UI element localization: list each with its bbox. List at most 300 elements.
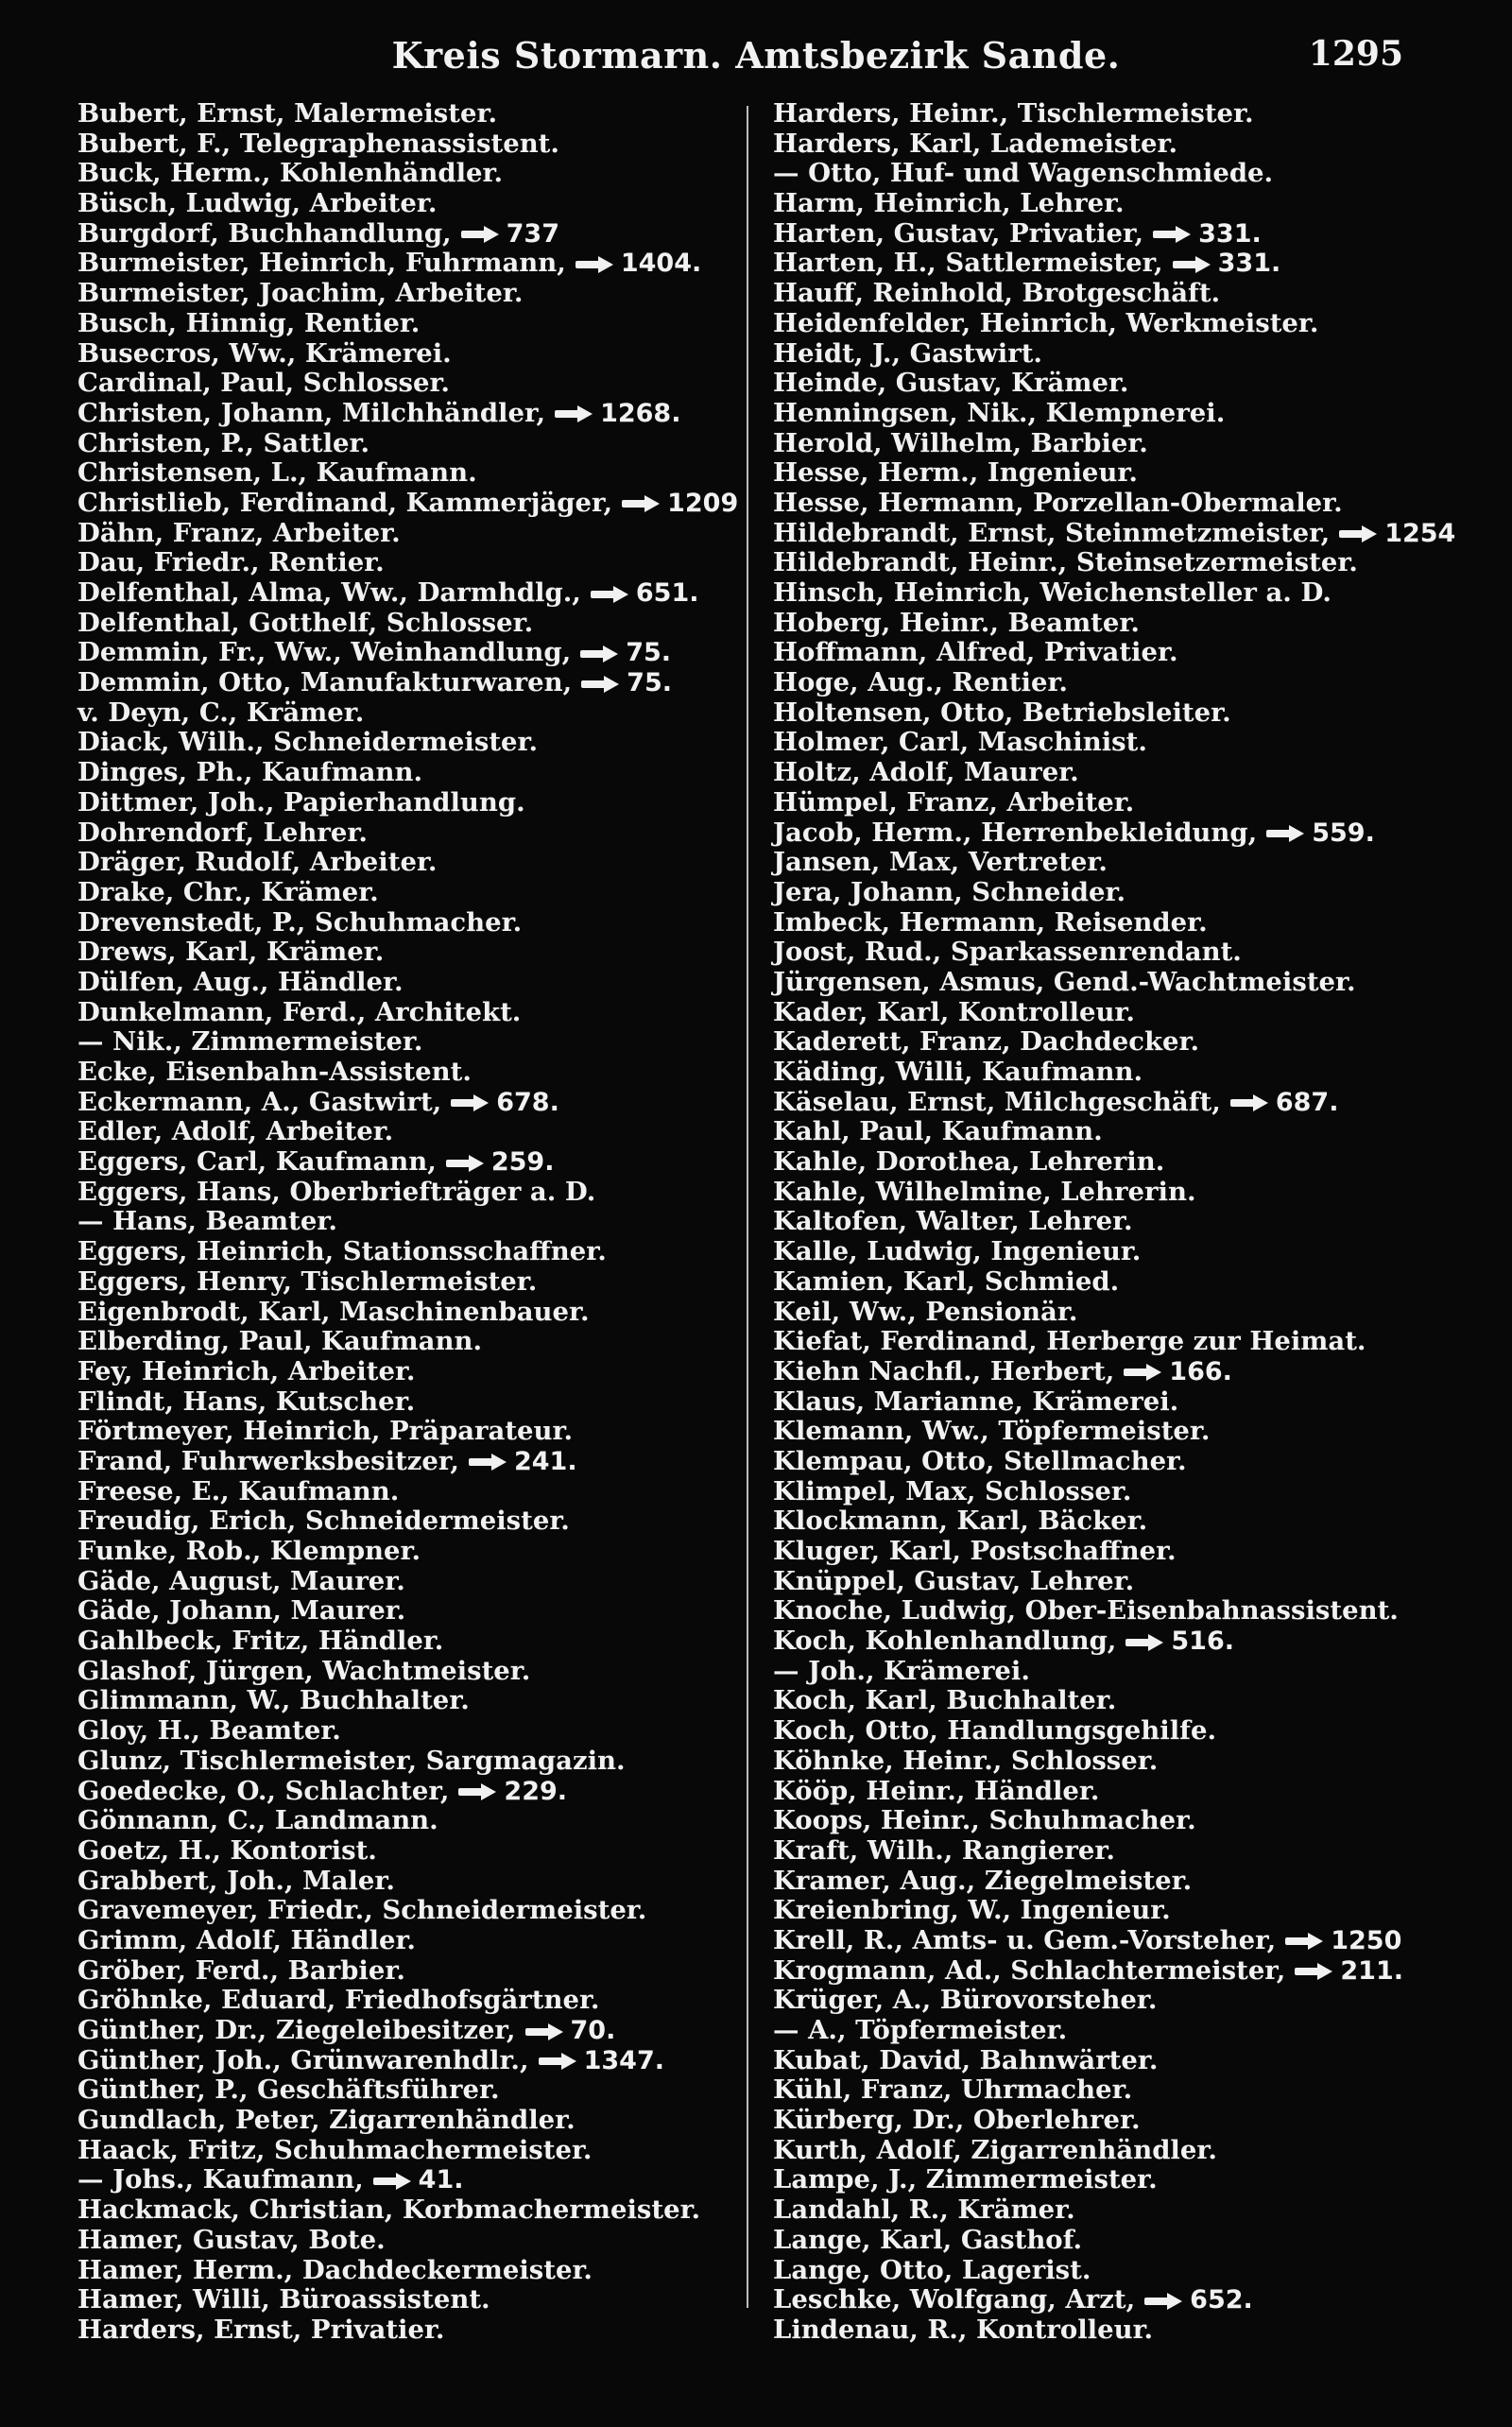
phone-number: 1268. bbox=[600, 398, 681, 428]
directory-entry bbox=[77, 1088, 739, 1118]
telephone-pointer-icon bbox=[1339, 527, 1377, 541]
directory-entry bbox=[773, 1267, 1435, 1298]
telephone-pointer-icon bbox=[576, 258, 613, 271]
phone-number: 516. bbox=[1171, 1627, 1234, 1657]
directory-entry bbox=[77, 458, 739, 489]
entry-text: Harm, Heinrich, Lehrer. bbox=[773, 188, 1125, 219]
directory-entry bbox=[77, 938, 739, 968]
entry-text: Koch, Otto, Handlungsgehilfe. bbox=[773, 1715, 1217, 1747]
directory-entry bbox=[773, 1806, 1435, 1836]
entry-text: Eggers, Heinrich, Stationsschaffner. bbox=[77, 1236, 607, 1267]
phone-number: 1347. bbox=[583, 2045, 664, 2075]
entry-text: Günther, Dr., Ziegeleibesitzer, bbox=[77, 2015, 516, 2045]
entry-text: Kader, Karl, Kontrolleur. bbox=[773, 996, 1135, 1027]
entry-text: Flindt, Hans, Kutscher. bbox=[77, 1386, 416, 1417]
directory-entry bbox=[77, 2256, 739, 2286]
phone-number: 41. bbox=[418, 2165, 464, 2195]
entry-text: Cardinal, Paul, Schlosser. bbox=[77, 368, 451, 399]
entry-text: Keil, Ww., Pensionär. bbox=[773, 1296, 1078, 1327]
directory-entry bbox=[77, 1867, 739, 1897]
directory-entry bbox=[773, 219, 1435, 250]
directory-entry bbox=[77, 2075, 739, 2106]
entry-text: Harders, Karl, Lademeister. bbox=[773, 128, 1178, 159]
entry-text: Koch, Kohlenhandlung, bbox=[773, 1626, 1117, 1657]
entry-text: Dinges, Ph., Kaufmann. bbox=[77, 757, 423, 788]
entry-text: Eckermann, A., Gastwirt, bbox=[77, 1086, 442, 1117]
entry-text: Drake, Chr., Krämer. bbox=[77, 876, 379, 907]
entry-text: Harders, Heinr., Tischlermeister. bbox=[773, 98, 1254, 129]
directory-entry bbox=[773, 638, 1435, 668]
entry-text: Günther, Joh., Grünwarenhdlr., bbox=[77, 2044, 529, 2075]
entry-text: Dülfen, Aug., Händler. bbox=[77, 966, 404, 997]
phone-number: 166. bbox=[1169, 1356, 1232, 1386]
entry-text: Kraft, Wilh., Rangierer. bbox=[773, 1834, 1115, 1866]
entry-text: Gröber, Ferd., Barbier. bbox=[77, 1954, 405, 1986]
entry-text: — Johs., Kaufmann, bbox=[77, 2164, 364, 2195]
entry-text: Hoffmann, Alfred, Privatier. bbox=[773, 637, 1178, 668]
entry-text: Dräger, Rudolf, Arbeiter. bbox=[77, 847, 438, 878]
directory-entry bbox=[77, 1567, 739, 1597]
directory-entry bbox=[77, 429, 739, 459]
entry-text: Gäde, Johann, Maurer. bbox=[77, 1595, 406, 1627]
entry-text: Dittmer, Joh., Papierhandlung. bbox=[77, 786, 525, 818]
entry-text: Hümpel, Franz, Arbeiter. bbox=[773, 786, 1135, 818]
directory-entry bbox=[773, 2106, 1435, 2136]
directory-entry bbox=[773, 998, 1435, 1028]
directory-entry bbox=[77, 159, 739, 189]
entry-text: Eggers, Henry, Tischlermeister. bbox=[77, 1265, 538, 1297]
entry-text: Krogmann, Ad., Schlachtermeister, bbox=[773, 1954, 1286, 1986]
entry-text: Holmer, Carl, Maschinist. bbox=[773, 727, 1147, 758]
telephone-pointer-icon bbox=[1173, 258, 1211, 271]
telephone-pointer-icon bbox=[461, 228, 499, 241]
directory-entry bbox=[77, 998, 739, 1028]
directory-entry bbox=[773, 1298, 1435, 1328]
phone-number: 678. bbox=[496, 1087, 559, 1117]
directory-entry bbox=[77, 1506, 739, 1537]
right-column bbox=[773, 98, 1456, 2346]
entry-text: Hesse, Herm., Ingenieur. bbox=[773, 457, 1138, 489]
entry-text: Förtmeyer, Heinrich, Präparateur. bbox=[77, 1416, 574, 1447]
page-number: 1295 bbox=[1308, 34, 1403, 74]
entry-text: Klimpel, Max, Schlosser. bbox=[773, 1475, 1132, 1506]
directory-entry bbox=[77, 309, 739, 339]
telephone-pointer-icon bbox=[555, 407, 593, 421]
entry-text: Hesse, Hermann, Porzellan-Obermaler. bbox=[773, 487, 1343, 518]
entry-text: Kaltofen, Walter, Lehrer. bbox=[773, 1206, 1133, 1237]
telephone-pointer-icon bbox=[469, 1455, 507, 1469]
directory-entry bbox=[77, 1926, 739, 1956]
entry-text: — Joh., Krämerei. bbox=[773, 1655, 1030, 1686]
directory-entry bbox=[773, 548, 1435, 578]
entry-text: Hildebrandt, Ernst, Steinmetzmeister, bbox=[773, 517, 1331, 548]
entry-text: Heidt, J., Gastwirt. bbox=[773, 337, 1042, 369]
entry-text: Gahlbeck, Fritz, Händler. bbox=[77, 1626, 444, 1657]
entry-text: Kahle, Dorothea, Lehrerin. bbox=[773, 1146, 1165, 1178]
entry-text: Elberding, Paul, Kaufmann. bbox=[77, 1326, 483, 1357]
entry-text: Kahle, Wilhelmine, Lehrerin. bbox=[773, 1176, 1196, 1207]
directory-entry bbox=[773, 1657, 1435, 1687]
entry-text: Dähn, Franz, Arbeiter. bbox=[77, 517, 401, 548]
entry-text: Funke, Rob., Klempner. bbox=[77, 1536, 421, 1566]
entry-text: Kahl, Paul, Kaufmann. bbox=[773, 1116, 1103, 1147]
telephone-pointer-icon bbox=[1125, 1636, 1163, 1649]
entry-text: Burmeister, Joachim, Arbeiter. bbox=[77, 278, 524, 309]
directory-entry bbox=[77, 2106, 739, 2136]
directory-entry bbox=[773, 1896, 1435, 1926]
directory-entry bbox=[77, 1327, 739, 1357]
directory-entry bbox=[773, 2016, 1435, 2046]
directory-entry bbox=[773, 848, 1435, 878]
directory-entry bbox=[773, 429, 1435, 459]
entry-text: Harten, Gustav, Privatier, bbox=[773, 217, 1144, 249]
left-column bbox=[77, 99, 739, 2346]
phone-number: 331. bbox=[1198, 218, 1262, 249]
entry-text: Goetz, H., Kontorist. bbox=[77, 1834, 377, 1866]
entry-text: Kühl, Franz, Uhrmacher. bbox=[773, 2074, 1133, 2106]
directory-entry bbox=[773, 1777, 1435, 1807]
directory-entry bbox=[77, 2226, 739, 2256]
directory-entry bbox=[773, 668, 1435, 698]
phone-number: 737 bbox=[506, 218, 560, 249]
directory-entry bbox=[77, 2315, 739, 2346]
entry-text: Hackmack, Christian, Korbmachermeister. bbox=[77, 2195, 701, 2226]
directory-entry bbox=[773, 818, 1435, 849]
directory-entry bbox=[773, 1686, 1435, 1716]
entry-text: Glashof, Jürgen, Wachtmeister. bbox=[77, 1655, 531, 1686]
directory-entry bbox=[77, 1716, 739, 1747]
entry-text: Christen, Johann, Milchhändler, bbox=[77, 397, 546, 428]
directory-entry bbox=[773, 458, 1435, 489]
directory-entry bbox=[773, 968, 1435, 998]
directory-entry bbox=[77, 1357, 739, 1387]
directory-entry bbox=[77, 1747, 739, 1777]
directory-entry bbox=[77, 1836, 739, 1867]
directory-entry bbox=[77, 908, 739, 938]
entry-text: Heidenfelder, Heinrich, Werkmeister. bbox=[773, 307, 1319, 338]
directory-entry bbox=[773, 1567, 1435, 1597]
entry-text: Christlieb, Ferdinand, Kammerjäger, bbox=[77, 487, 613, 518]
entry-text: Edler, Adolf, Arbeiter. bbox=[77, 1116, 394, 1147]
telephone-pointer-icon bbox=[591, 588, 628, 601]
phone-number: 259. bbox=[490, 1147, 555, 1178]
entry-text: Kalle, Ludwig, Ingenieur. bbox=[773, 1236, 1142, 1267]
directory-entry bbox=[77, 1986, 739, 2016]
directory-entry bbox=[773, 1867, 1435, 1897]
directory-entry bbox=[773, 489, 1435, 519]
directory-entry bbox=[773, 2195, 1435, 2226]
directory-entry bbox=[77, 848, 739, 878]
entry-text: Drews, Karl, Krämer. bbox=[77, 937, 385, 968]
directory-entry bbox=[77, 548, 739, 578]
entry-text: Delfenthal, Gotthelf, Schlosser. bbox=[77, 607, 534, 638]
phone-number: 652. bbox=[1190, 2285, 1253, 2315]
entry-text: Harten, H., Sattlermeister, bbox=[773, 248, 1163, 279]
directory-entry bbox=[77, 279, 739, 309]
entry-text: Krüger, A., Bürovorsteher. bbox=[773, 1985, 1158, 2016]
entry-text: — A., Töpfermeister. bbox=[773, 2015, 1068, 2045]
telephone-pointer-icon bbox=[581, 678, 619, 691]
directory-entry bbox=[773, 1596, 1435, 1627]
telephone-pointer-icon bbox=[1266, 827, 1304, 840]
phone-number: 75. bbox=[626, 638, 672, 668]
directory-entry bbox=[77, 878, 739, 908]
directory-entry bbox=[77, 1477, 739, 1507]
entry-text: Kamien, Karl, Schmied. bbox=[773, 1265, 1120, 1297]
directory-entry bbox=[77, 1237, 739, 1267]
entry-text: Lampe, J., Zimmermeister. bbox=[773, 2164, 1158, 2195]
directory-entry bbox=[77, 1806, 739, 1836]
directory-entry bbox=[77, 1298, 739, 1328]
directory-entry bbox=[77, 758, 739, 788]
entry-text: Henningsen, Nik., Klempnerei. bbox=[773, 397, 1226, 428]
entry-text: Dau, Friedr., Rentier. bbox=[77, 547, 385, 578]
entry-text: Christensen, L., Kaufmann. bbox=[77, 457, 477, 489]
directory-entry bbox=[773, 1537, 1435, 1567]
entry-text: Burgdorf, Buchhandlung, bbox=[77, 217, 452, 249]
phone-number: 1404. bbox=[620, 249, 702, 279]
entry-text: Günther, P., Geschäftsführer. bbox=[77, 2074, 500, 2106]
entry-text: Bubert, F., Telegraphenassistent. bbox=[77, 128, 559, 159]
entry-text: Lange, Karl, Gasthof. bbox=[773, 2224, 1083, 2255]
directory-entry bbox=[773, 1417, 1435, 1447]
entry-text: Imbeck, Hermann, Reisender. bbox=[773, 906, 1208, 938]
telephone-pointer-icon bbox=[1153, 228, 1191, 241]
directory-entry bbox=[773, 1956, 1435, 1987]
directory-entry bbox=[773, 2136, 1435, 2166]
directory-entry bbox=[77, 1627, 739, 1657]
directory-entry bbox=[77, 1777, 739, 1807]
telephone-pointer-icon bbox=[1285, 1935, 1323, 1948]
directory-entry bbox=[773, 1207, 1435, 1237]
directory-entry bbox=[773, 369, 1435, 399]
phone-number: 687. bbox=[1275, 1087, 1339, 1117]
entry-text: v. Deyn, C., Krämer. bbox=[77, 697, 365, 728]
telephone-pointer-icon bbox=[451, 1096, 489, 1110]
entry-text: Kaderett, Franz, Dachdecker. bbox=[773, 1026, 1200, 1058]
entry-text: Kluger, Karl, Postschaffner. bbox=[773, 1536, 1177, 1566]
directory-entry bbox=[773, 189, 1435, 219]
entry-text: Demmin, Otto, Manufakturwaren, bbox=[77, 667, 573, 698]
directory-entry bbox=[773, 2226, 1435, 2256]
directory-entry bbox=[77, 1207, 739, 1237]
directory-entry bbox=[77, 1447, 739, 1477]
entry-text: Gloy, H., Beamter. bbox=[77, 1715, 341, 1747]
directory-entry bbox=[773, 1926, 1435, 1956]
directory-entry bbox=[773, 1027, 1435, 1058]
phone-number: 1250 bbox=[1331, 1925, 1402, 1955]
entry-text: Jürgensen, Asmus, Gend.-Wachtmeister. bbox=[773, 966, 1356, 997]
directory-entry bbox=[77, 2285, 739, 2315]
entry-text: Jacob, Herm., Herrenbekleidung, bbox=[773, 817, 1258, 848]
directory-entry bbox=[77, 1387, 739, 1418]
entry-text: Holtz, Adolf, Maurer. bbox=[773, 757, 1079, 788]
entry-text: Kööp, Heinr., Händler. bbox=[773, 1775, 1100, 1806]
entry-text: Käselau, Ernst, Milchgeschäft, bbox=[773, 1086, 1221, 1117]
entry-text: Heinde, Gustav, Krämer. bbox=[773, 368, 1129, 399]
directory-entry bbox=[77, 2195, 739, 2226]
entry-text: Landahl, R., Krämer. bbox=[773, 2195, 1075, 2226]
phone-number: 1254 bbox=[1384, 518, 1456, 548]
directory-entry bbox=[773, 1627, 1435, 1657]
entry-text: Herold, Wilhelm, Barbier. bbox=[773, 427, 1148, 458]
entry-text: Frand, Fuhrwerksbesitzer, bbox=[77, 1445, 459, 1476]
entry-text: Gundlach, Peter, Zigarrenhändler. bbox=[77, 2105, 576, 2136]
entry-text: Köhnke, Heinr., Schlosser. bbox=[773, 1745, 1159, 1776]
directory-entry bbox=[77, 219, 739, 250]
entry-text: Joost, Rud., Sparkassenrendant. bbox=[773, 937, 1242, 968]
entry-text: — Nik., Zimmermeister. bbox=[77, 1026, 423, 1058]
directory-entry bbox=[773, 1506, 1435, 1537]
entry-text: Käding, Willi, Kaufmann. bbox=[773, 1057, 1143, 1087]
entry-text: Busecros, Ww., Krämerei. bbox=[77, 337, 452, 369]
phone-number: 331. bbox=[1217, 249, 1281, 279]
directory-entry bbox=[77, 369, 739, 399]
entry-text: Buck, Herm., Kohlenhändler. bbox=[77, 158, 504, 189]
entry-text: Busch, Hinnig, Rentier. bbox=[77, 307, 421, 338]
directory-entry bbox=[773, 878, 1435, 908]
directory-entry bbox=[77, 339, 739, 370]
directory-entry bbox=[77, 399, 739, 429]
entry-text: — Otto, Huf- und Wagenschmiede. bbox=[773, 158, 1274, 189]
entry-text: Kiehn Nachfl., Herbert, bbox=[773, 1355, 1115, 1386]
directory-entry bbox=[773, 788, 1435, 818]
directory-entry bbox=[77, 728, 739, 758]
entry-text: Drevenstedt, P., Schuhmacher. bbox=[77, 906, 523, 938]
directory-entry bbox=[773, 129, 1435, 160]
entry-text: Gravemeyer, Friedr., Schneidermeister. bbox=[77, 1895, 647, 1926]
directory-entry bbox=[773, 99, 1435, 129]
directory-entry bbox=[773, 1836, 1435, 1867]
directory-entry bbox=[77, 1657, 739, 1687]
directory-entry bbox=[77, 2165, 739, 2195]
directory-entry bbox=[77, 668, 739, 698]
directory-entry bbox=[77, 818, 739, 849]
entry-text: Demmin, Fr., Ww., Weinhandlung, bbox=[77, 637, 572, 668]
directory-entry bbox=[773, 908, 1435, 938]
directory-entry bbox=[77, 489, 739, 519]
telephone-pointer-icon bbox=[458, 1785, 496, 1799]
directory-entry bbox=[77, 1686, 739, 1716]
telephone-pointer-icon bbox=[1230, 1096, 1268, 1110]
directory-entry bbox=[773, 1357, 1435, 1387]
directory-entry bbox=[77, 189, 739, 219]
column-divider bbox=[747, 106, 748, 2308]
entry-text: Delfenthal, Alma, Ww., Darmhdlg., bbox=[77, 577, 581, 608]
directory-entry bbox=[773, 1716, 1435, 1747]
directory-entry bbox=[77, 1267, 739, 1298]
entry-text: Büsch, Ludwig, Arbeiter. bbox=[77, 188, 438, 219]
entry-text: Kramer, Aug., Ziegelmeister. bbox=[773, 1865, 1193, 1896]
directory-entry bbox=[77, 788, 739, 818]
entry-text: Eggers, Carl, Kaufmann, bbox=[77, 1146, 437, 1178]
entry-text: Bubert, Ernst, Malermeister. bbox=[77, 98, 498, 129]
directory-entry bbox=[773, 1327, 1435, 1357]
entry-text: Dohrendorf, Lehrer. bbox=[77, 817, 368, 848]
directory-entry bbox=[77, 698, 739, 729]
entry-text: Knüppel, Gustav, Lehrer. bbox=[773, 1565, 1135, 1596]
entry-text: Goedecke, O., Schlachter, bbox=[77, 1775, 450, 1806]
page-header bbox=[0, 34, 1512, 87]
directory-entry bbox=[77, 1896, 739, 1926]
directory-entry bbox=[77, 2016, 739, 2046]
telephone-pointer-icon bbox=[373, 2175, 411, 2188]
entry-text: Kiefat, Ferdinand, Herberge zur Heimat. bbox=[773, 1326, 1366, 1357]
directory-entry bbox=[773, 339, 1435, 370]
entry-text: Grabbert, Joh., Maler. bbox=[77, 1865, 395, 1896]
phone-number: 229. bbox=[504, 1776, 568, 1806]
directory-entry bbox=[77, 1537, 739, 1567]
directory-entry bbox=[77, 2136, 739, 2166]
entry-text: Kurth, Adolf, Zigarrenhändler. bbox=[773, 2134, 1217, 2165]
entry-text: Kreienbring, W., Ingenieur. bbox=[773, 1895, 1171, 1926]
entry-text: Klaus, Marianne, Krämerei. bbox=[773, 1386, 1179, 1417]
telephone-pointer-icon bbox=[580, 647, 618, 661]
directory-entry bbox=[77, 1117, 739, 1147]
phone-number: 75. bbox=[627, 668, 673, 698]
entry-text: Hinsch, Heinrich, Weichensteller a. D. bbox=[773, 577, 1332, 608]
directory-entry bbox=[773, 1747, 1435, 1777]
directory-entry bbox=[773, 2285, 1435, 2315]
directory-entry bbox=[77, 99, 739, 129]
directory-entry bbox=[773, 728, 1435, 758]
entry-text: — Hans, Beamter. bbox=[77, 1206, 337, 1237]
directory-entry bbox=[77, 1596, 739, 1627]
entry-text: Burmeister, Heinrich, Fuhrmann, bbox=[77, 248, 566, 279]
directory-entry bbox=[773, 309, 1435, 339]
directory-entry bbox=[773, 249, 1435, 279]
entry-text: Hamer, Willi, Büroassistent. bbox=[77, 2284, 490, 2315]
entry-text: Gäde, August, Maurer. bbox=[77, 1565, 405, 1596]
directory-entry bbox=[773, 698, 1435, 729]
entry-text: Koch, Karl, Buchhalter. bbox=[773, 1685, 1117, 1716]
phone-number: 559. bbox=[1312, 818, 1375, 848]
entry-text: Glimmann, W., Buchhalter. bbox=[77, 1685, 470, 1716]
telephone-pointer-icon bbox=[539, 2055, 576, 2068]
entry-text: Hoberg, Heinr., Beamter. bbox=[773, 607, 1140, 638]
entry-text: Leschke, Wolfgang, Arzt, bbox=[773, 2284, 1136, 2315]
directory-entry bbox=[77, 129, 739, 160]
entry-text: Eigenbrodt, Karl, Maschinenbauer. bbox=[77, 1296, 590, 1327]
entry-text: Hamer, Herm., Dachdeckermeister. bbox=[77, 2254, 593, 2285]
telephone-pointer-icon bbox=[1144, 2295, 1182, 2308]
entry-text: Gönnann, C., Landmann. bbox=[77, 1805, 438, 1836]
phone-number: 651. bbox=[635, 578, 699, 608]
entry-text: Lindenau, R., Kontrolleur. bbox=[773, 2314, 1154, 2345]
directory-entry bbox=[77, 1178, 739, 1208]
directory-entry bbox=[773, 279, 1435, 309]
directory-entry bbox=[773, 1088, 1435, 1118]
entry-text: Haack, Fritz, Schuhmachermeister. bbox=[77, 2134, 593, 2165]
entry-text: Harders, Ernst, Privatier. bbox=[77, 2314, 445, 2345]
phone-number: 70. bbox=[570, 2016, 616, 2045]
entry-text: Kubat, David, Bahnwärter. bbox=[773, 2044, 1159, 2075]
entry-text: Eggers, Hans, Oberbriefträger a. D. bbox=[77, 1176, 596, 1207]
entry-text: Gröhnke, Eduard, Friedhofsgärtner. bbox=[77, 1985, 600, 2016]
entry-text: Fey, Heinrich, Arbeiter. bbox=[77, 1355, 416, 1386]
directory-entry bbox=[77, 1417, 739, 1447]
entry-text: Kürberg, Dr., Oberlehrer. bbox=[773, 2105, 1141, 2136]
directory-entry bbox=[773, 1147, 1435, 1178]
entry-text: Hoge, Aug., Rentier. bbox=[773, 667, 1069, 698]
directory-entry bbox=[77, 2046, 739, 2076]
entry-text: Jera, Johann, Schneider. bbox=[773, 876, 1126, 907]
directory-entry bbox=[77, 638, 739, 668]
directory-entry bbox=[773, 1237, 1435, 1267]
telephone-pointer-icon bbox=[622, 497, 660, 510]
entry-text: Freudig, Erich, Schneidermeister. bbox=[77, 1506, 570, 1537]
telephone-pointer-icon bbox=[446, 1157, 484, 1170]
